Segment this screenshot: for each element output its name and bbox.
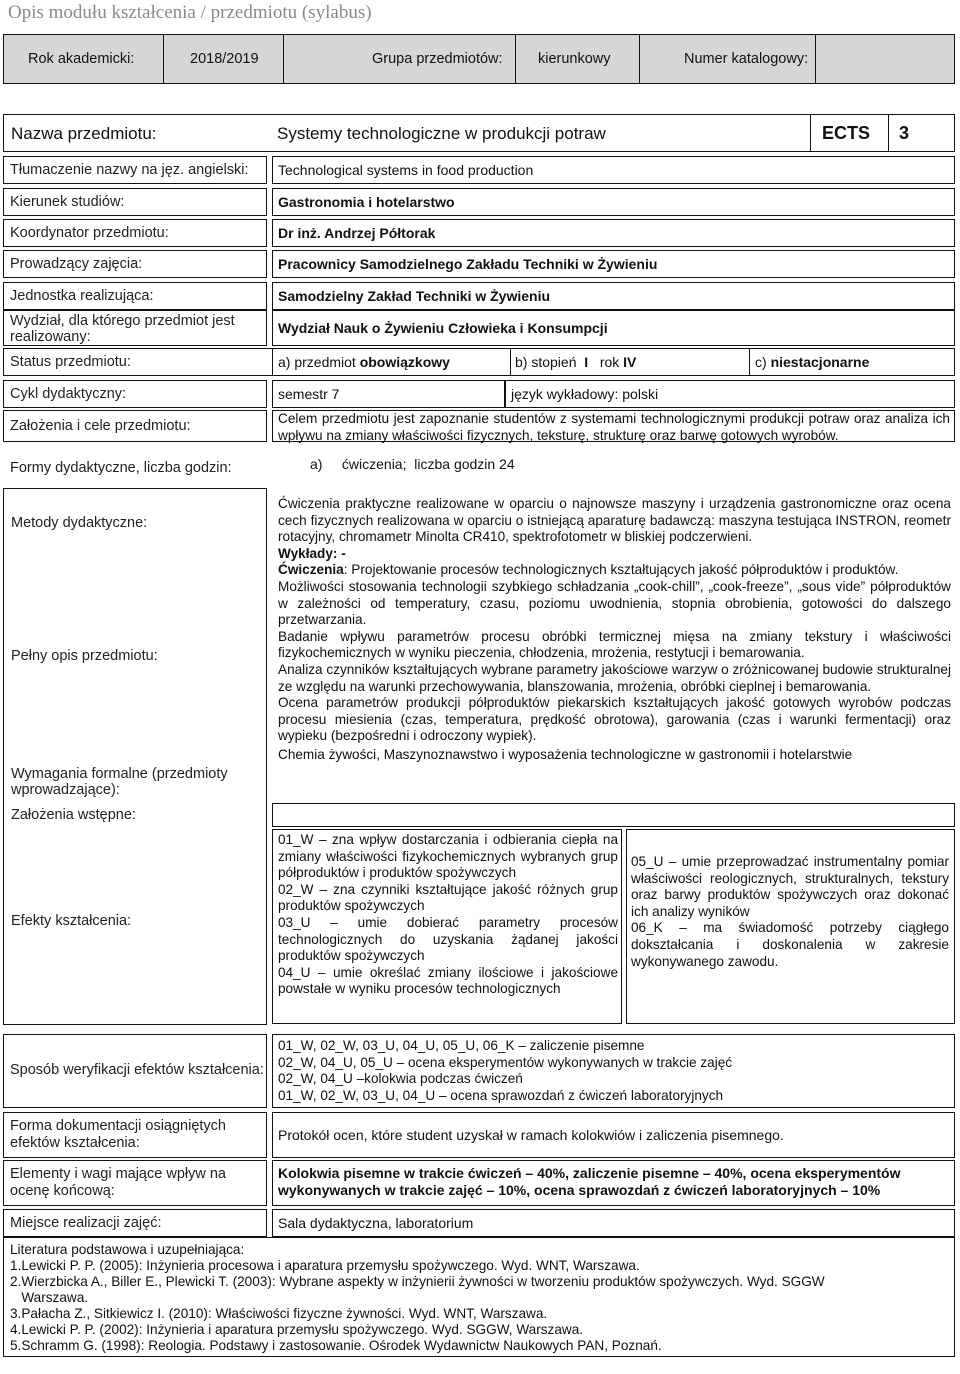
course-name-value: Systemy technologiczne w produkcji potraw xyxy=(277,124,606,143)
course-name-label: Nazwa przedmiotu: xyxy=(11,124,157,143)
lecturers-label: Prowadzący zajęcia: xyxy=(10,256,143,272)
ects-label: ECTS xyxy=(822,123,871,143)
literature-item: 3.Pałacha Z., Sitkiewicz I. (2010): Właściwości fizyczne żywności. Wyd. WNT, Warszawa. xyxy=(10,1306,548,1321)
lecturers-value: Pracownicy Samodzielnego Zakładu Techniki w Żywieniu xyxy=(278,256,658,272)
unit-label: Jednostka realizująca: xyxy=(10,288,154,304)
year-label: Rok akademicki: xyxy=(4,35,164,83)
goals-value: Celem przedmiotu jest zapoznanie studentów z systemami technologicznymi produkcji potraw oraz analiza ich wpływu na zmiany właściwości fizycznych, teksturę, strukturę oraz barwę gotowych wyrobów. xyxy=(278,411,950,443)
place-value-box xyxy=(272,1209,955,1237)
cycle-label-box xyxy=(3,380,267,408)
verification-value-box xyxy=(272,1034,955,1108)
coordinator-label: Koordynator przedmiotu: xyxy=(10,225,169,241)
verification-label-box xyxy=(3,1034,267,1108)
verification-line: 01_W, 02_W, 03_U, 04_U, 05_U, 06_K – zaliczenie pisemne xyxy=(278,1038,645,1053)
field-value-box-0 xyxy=(272,156,955,184)
goals-label-box xyxy=(3,410,267,442)
goals-label: Założenia i cele przedmiotu: xyxy=(10,418,191,434)
outcomes-left-box xyxy=(272,829,622,1024)
description-p2: Badanie wpływu parametrów procesu obróbki termicznej mięsa na zmiany tekstury i właściwości fizykochemicznych w wyniku pieczenia, chłodzenia, mrożenia, restytucji i bemarowania. xyxy=(278,628,951,661)
exercises-line xyxy=(278,562,951,579)
field-value-box-1 xyxy=(272,188,955,216)
requirements-value: Chemia żywości, Maszynoznawstwo i wyposażenia technologiczne w gastronomii i hotelarstwie xyxy=(278,746,853,762)
field-of-study-label: Kierunek studiów: xyxy=(10,194,125,210)
verification-line: 02_W, 04_U, 05_U – ocena eksperymentów wykonywanych w trakcie zajęć xyxy=(278,1054,733,1070)
field-label-box-4 xyxy=(3,282,267,310)
assumptions-value-box xyxy=(272,803,955,827)
requirements-label: Wymagania formalne (przedmioty wprowadzające): xyxy=(11,766,228,798)
verification-line: 02_W, 04_U –kolokwia podczas ćwiczeń xyxy=(278,1071,523,1087)
weights-label: Elementy i wagi mające wpływ na ocenę końcową: xyxy=(10,1166,226,1199)
field-label-box-0 xyxy=(3,156,267,184)
place-label-box xyxy=(3,1209,267,1237)
field-value-box-2 xyxy=(272,219,955,247)
documentation-label: Forma dokumentacji osiągniętych efektów kształcenia: xyxy=(10,1118,226,1151)
status-divider-3 xyxy=(749,349,750,375)
status-b-year-label: rok xyxy=(599,354,620,370)
outcomes-left: 01_W – zna wpływ dostarczania i odbierania ciepła na zmiany właściwości fizykochemicznych wybranych grup półproduktów i produktów spożywczych 02_W – zna czynniki kształtujące jakość różnych grup produktów spożywczych 03_U – umie dobierać parametry procesów technologicznych do uzyskania żądanej jakości produktów spożywczych 04_U – umie określać zmiany ilościowe i jakościowe powstałe w wyniku procesów technologicznych xyxy=(278,832,618,997)
verification-label: Sposób weryfikacji efektów kształcenia: xyxy=(10,1062,264,1078)
course-name-row xyxy=(3,114,955,152)
status-c-value: niestacjonarne xyxy=(770,354,870,370)
assumptions-label: Założenia wstępne: xyxy=(11,807,136,823)
status-divider-1 xyxy=(272,349,273,375)
forms-label: Formy dydaktyczne, liczba godzin: xyxy=(10,460,232,476)
status-divider-2 xyxy=(510,349,511,375)
unit-value: Samodzielny Zakład Techniki w Żywieniu xyxy=(278,288,551,304)
status-b-prefix: b) stopień xyxy=(515,354,577,370)
documentation-value: Protokół ocen, które student uzyskał w ramach kolokwiów i zaliczenia pisemnego. xyxy=(278,1127,784,1143)
language-value: język wykładowy: polski xyxy=(511,386,659,402)
status-label: Status przedmiotu: xyxy=(10,354,131,370)
place-value: Sala dydaktyczna, laboratorium xyxy=(278,1215,474,1231)
description-p3: Analiza czynników kształtujących wybrane parametry jakościowe warzyw o zróżnicowanej budowie strukturalnej ze względu na warunki przechowywania, blanszowania, mrożenia, obróbki cieplnej i bemarowania. xyxy=(278,661,951,694)
status-b-degree: I xyxy=(584,354,589,370)
forms-value: a) ćwiczenia; liczba godzin 24 xyxy=(310,456,515,472)
documentation-value-box xyxy=(272,1112,955,1158)
documentation-label-box xyxy=(3,1112,267,1158)
cycle-value-box xyxy=(272,380,505,408)
field-value-box-4 xyxy=(272,282,955,310)
verification-lines xyxy=(278,1038,948,1104)
literature-item: 5.Schramm G. (1998): Reologia. Podstawy i zastosowanie. Ośrodek Wydawnictw Naukowych PAN, Poznań. xyxy=(10,1338,662,1353)
ects-divider xyxy=(810,115,811,151)
status-b-year: IV xyxy=(623,354,637,370)
faculty-value: Wydział Nauk o Żywieniu Człowieka i Konsumpcji xyxy=(278,320,608,336)
weights-label-box xyxy=(3,1160,267,1206)
group-value: kierunkowy xyxy=(516,35,640,83)
header-band xyxy=(3,34,955,84)
place-label: Miejsce realizacji zajęć: xyxy=(10,1215,162,1231)
status-a-value: obowiązkowy xyxy=(359,354,450,370)
cycle-value: semestr 7 xyxy=(278,386,340,402)
verification-line: 01_W, 02_W, 03_U, 04_U – ocena sprawozdań z ćwiczeń laboratoryjnych xyxy=(278,1087,724,1103)
translation-label: Tłumaczenie nazwy na jęz. angielski: xyxy=(10,162,249,178)
methods-value: Ćwiczenia praktyczne realizowane w oparciu o najnowsze maszyny i urządzenia gastronomiczne oraz ocena cech fizycznych realizowana w oparciu o istniejącą aparaturę badawczą: maszyna testująca INSTRON, reometr rotacyjny, chromametr Minolta CR410, spektrofotometr w bliskiej podczerwieni. xyxy=(278,496,951,545)
literature-item: 2.Wierzbicka A., Biller E., Plewicki T. (2003): Wybrane aspekty w inżynierii żywności w tworzeniu produktów spożywczych. Wyd. SGGW xyxy=(10,1274,825,1289)
literature-list xyxy=(10,1242,946,1354)
methods-and-description xyxy=(278,496,951,764)
translation-value: Technological systems in food production xyxy=(278,162,534,178)
outcomes-right-box xyxy=(626,829,955,1024)
lectures-line: Wykłady: - xyxy=(278,545,346,561)
literature-box xyxy=(3,1237,955,1357)
left-labels-column xyxy=(3,488,267,1025)
ects-value: 3 xyxy=(899,123,910,143)
literature-item: Warszawa. xyxy=(10,1290,89,1305)
status-c-prefix: c) xyxy=(755,354,767,370)
field-value-box-5 xyxy=(272,310,955,346)
description-p1: Możliwości stosowania technologii szybkiego schładzania „cook-chill”, „cook-freeze”, „sous vide” półproduktów w zależności od temperatury, czasu, poziomu uwodnienia, stopnia obrobienia, gotowości do dalszego przetwarzania. xyxy=(278,578,951,628)
description-p4: Ocena parametrów produkcji półproduktów piekarskich kształtujących jakość gotowych wyrobów podczas procesu miesienia (czas, temperatura, prędkość obrotowa), garowania (czas i warunki fermentacji) oraz wypieku (bezpośredni i odroczony wypiek). xyxy=(278,695,951,744)
status-a-prefix: a) przedmiot xyxy=(278,354,356,370)
weights-value: Kolokwia pisemne w trakcie ćwiczeń – 40%, zaliczenie pisemne – 40%, ocena eksperymentów wykonywanych w trakcie zajęć – 10%, ocena sprawozdań z ćwiczeń laboratoryjnych – 10% xyxy=(278,1165,901,1198)
cycle-label: Cykl dydaktyczny: xyxy=(10,386,127,402)
coordinator-value: Dr inż. Andrzej Półtorak xyxy=(278,225,436,241)
language-box xyxy=(505,380,955,408)
field-of-study-value: Gastronomia i hotelarstwo xyxy=(278,194,455,210)
field-label-box-1 xyxy=(3,188,267,216)
document-title: Opis modułu kształcenia / przedmiotu (sylabus) xyxy=(8,2,372,23)
methods-label: Metody dydaktyczne: xyxy=(11,515,148,531)
weights-value-box xyxy=(272,1160,955,1206)
field-value-box-3 xyxy=(272,250,955,278)
literature-label: Literatura podstawowa i uzupełniająca: xyxy=(10,1242,245,1257)
catalog-label: Numer katalogowy: xyxy=(640,35,816,83)
faculty-label: Wydział, dla którego przedmiot jest realizowany: xyxy=(10,313,235,345)
field-label-box-5 xyxy=(3,310,267,346)
status-row xyxy=(3,348,955,376)
full-description-label: Pełny opis przedmiotu: xyxy=(11,648,158,664)
field-label-box-3 xyxy=(3,250,267,278)
literature-item: 1.Lewicki P. P. (2005): Inżynieria procesowa i aparatura przemysłu spożywczego. Wyd. WNT, Warszawa. xyxy=(10,1258,640,1273)
outcomes-right: 05_U – umie przeprowadzać instrumentalny pomiar właściwości reologicznych, strukturalnych, tekstury oraz barwy produktów spożywczych oraz dokonać ich analizy wyników 06_K – ma świadomość potrzeby ciągłego dokształcania i doskonalenia w zakresie wykonywanego zawodu. xyxy=(631,854,949,969)
outcomes-label: Efekty kształcenia: xyxy=(11,913,132,929)
exercises-label: Ćwiczenia xyxy=(278,562,344,578)
year-value: 2018/2019 xyxy=(164,35,284,83)
literature-item: 4.Lewicki P. P. (2002): Inżynieria i aparatura przemysłu spożywczego. Wyd. SGGW, Warszawa. xyxy=(10,1322,584,1337)
group-label: Grupa przedmiotów: xyxy=(284,35,516,83)
goals-value-box xyxy=(272,410,955,442)
ects-divider-2 xyxy=(888,115,889,151)
field-label-box-2 xyxy=(3,219,267,247)
exercises-text: : Projektowanie procesów technologicznych kształtujących jakość półproduktów i produktów. xyxy=(343,562,899,578)
